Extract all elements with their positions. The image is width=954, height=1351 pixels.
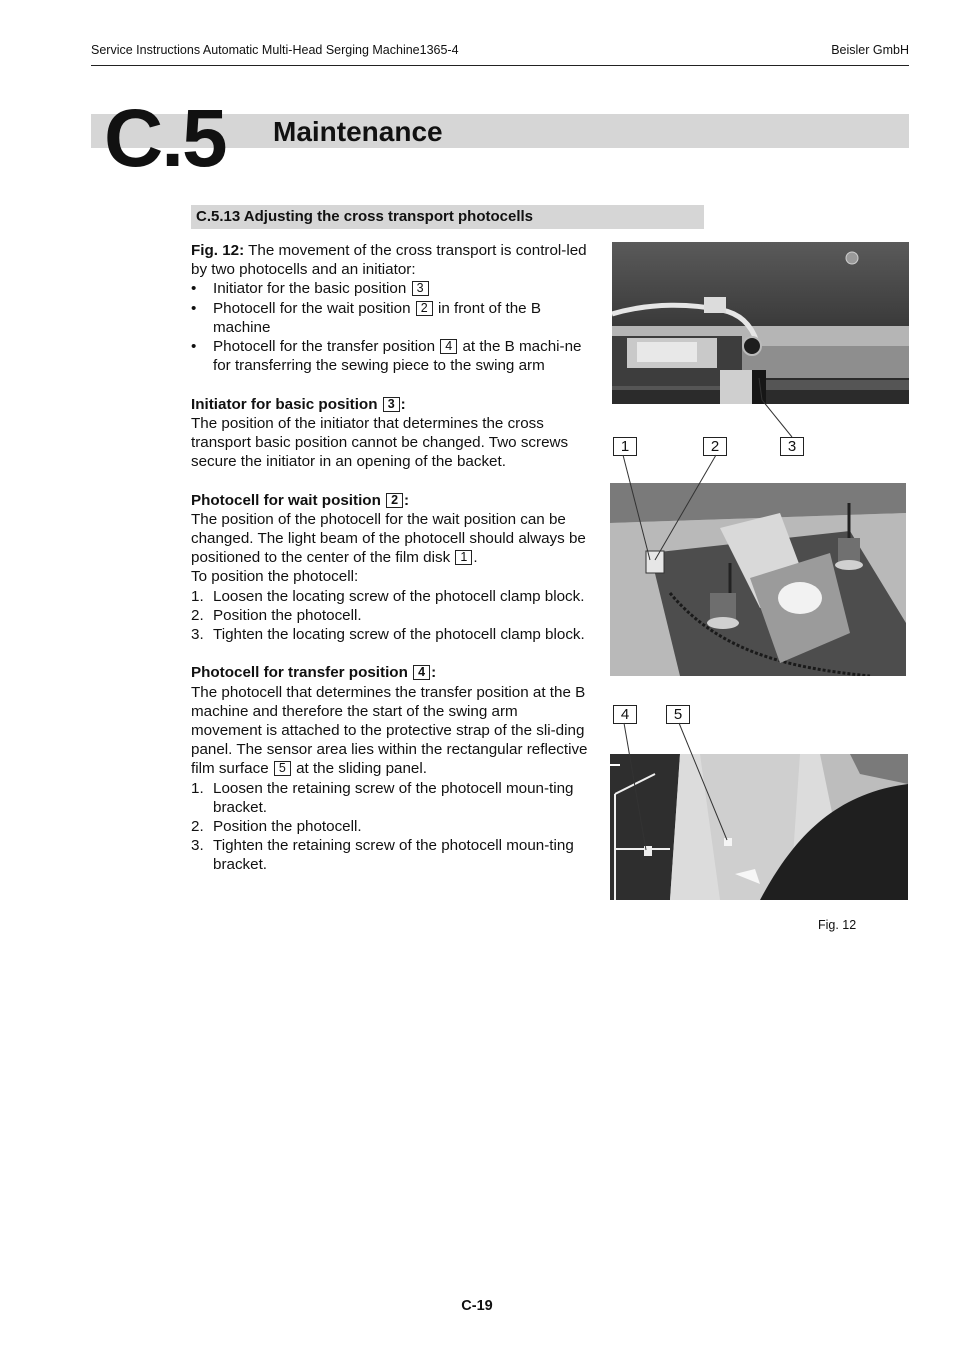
ref-box: 2 [386, 493, 403, 508]
ref-box: 5 [274, 761, 291, 776]
leader-line-3 [762, 400, 792, 437]
colon: : [404, 491, 410, 509]
paragraph-text-after: at the sliding panel. [296, 760, 427, 778]
callout-5: 5 [666, 705, 690, 724]
colon: : [400, 395, 406, 413]
step-number: 1. [191, 779, 204, 797]
heading-text: Photocell for transfer position [191, 664, 408, 682]
ref-box: 2 [416, 301, 433, 316]
ref-box: 4 [413, 665, 430, 680]
step-number: 1. [191, 587, 204, 605]
initiator-text: The position of the initiator that determines the cross transport basic position cannot be changed. Two screws secure the initiator in an opening of the backet. [191, 414, 569, 471]
bullet-mark: • [191, 280, 197, 298]
leader-line-5 [679, 723, 727, 840]
callout-2: 2 [703, 437, 727, 456]
step-text: Tighten the locating screw of the photocell clamp block. [213, 626, 585, 644]
ref-box: 3 [383, 397, 400, 412]
step-text: Position the photocell. [213, 606, 362, 624]
step-text: Loosen the locating screw of the photocell clamp block. [213, 587, 585, 605]
fig-label: Fig. 12: [191, 242, 245, 259]
callout-1: 1 [613, 437, 637, 456]
step-text: Tighten the retaining screw of the photocell moun-ting bracket. [213, 837, 574, 874]
page-number: C-19 [461, 1298, 493, 1314]
bullet-text: Initiator for the basic position [213, 280, 407, 298]
callout-4: 4 [613, 705, 637, 724]
bullet-mark: • [191, 338, 197, 356]
ref-box: 3 [412, 281, 429, 296]
bullet-mark: • [191, 299, 197, 317]
paragraph-text: The position of the photocell for the wait position can be changed. The light beam of the photocell should always be positioned to the center of the film disk [191, 510, 586, 567]
bullet-text-after: at the B machi-ne for transferring the sewing piece to the swing arm [213, 338, 582, 375]
intro-text: The movement of the cross transport is control-led by two photocells and an initiator: [191, 242, 587, 279]
bullet-text: Photocell for the wait position [213, 299, 411, 317]
leader-line-2 [655, 455, 716, 560]
chapter-title: Maintenance [273, 116, 443, 147]
figure-caption: Fig. 12 [818, 918, 857, 932]
step-number: 3. [191, 626, 204, 644]
section-title: C.5.13 Adjusting the cross transport photocells [196, 208, 534, 225]
callout-3: 3 [780, 437, 804, 456]
heading-text: Photocell for wait position [191, 491, 381, 509]
heading-text: Initiator for basic position [191, 395, 378, 413]
running-header-company: Beisler GmbH [831, 43, 909, 57]
step-text: Loosen the retaining screw of the photocell moun-ting bracket. [213, 779, 574, 816]
bullet-text-after: in front of the B machine [213, 299, 541, 336]
leader-line-4 [624, 723, 646, 850]
leader-line-1 [623, 455, 650, 560]
colon: : [431, 664, 437, 682]
ref-box: 4 [440, 339, 457, 354]
paragraph-text: The photocell that determines the transfer position at the B machine and therefore the start of the swing arm movement is attached to the protective strap of the sli-ding panel. The sensor area lies within the rectangular reflective film surface [191, 683, 588, 778]
ref-box: 1 [455, 550, 472, 565]
paragraph-text-after: . [473, 549, 478, 567]
step-number: 2. [191, 606, 204, 624]
running-header-title: Service Instructions Automatic Multi-Head Serging Machine1365-4 [91, 43, 459, 57]
leader-line-3b [759, 378, 762, 400]
chapter-number: C.5 [104, 93, 226, 184]
step-number: 3. [191, 837, 204, 855]
wait-lead: To position the photocell: [191, 568, 359, 586]
step-text: Position the photocell. [213, 818, 362, 836]
step-number: 2. [191, 818, 204, 836]
bullet-text: Photocell for the transfer position [213, 338, 436, 356]
